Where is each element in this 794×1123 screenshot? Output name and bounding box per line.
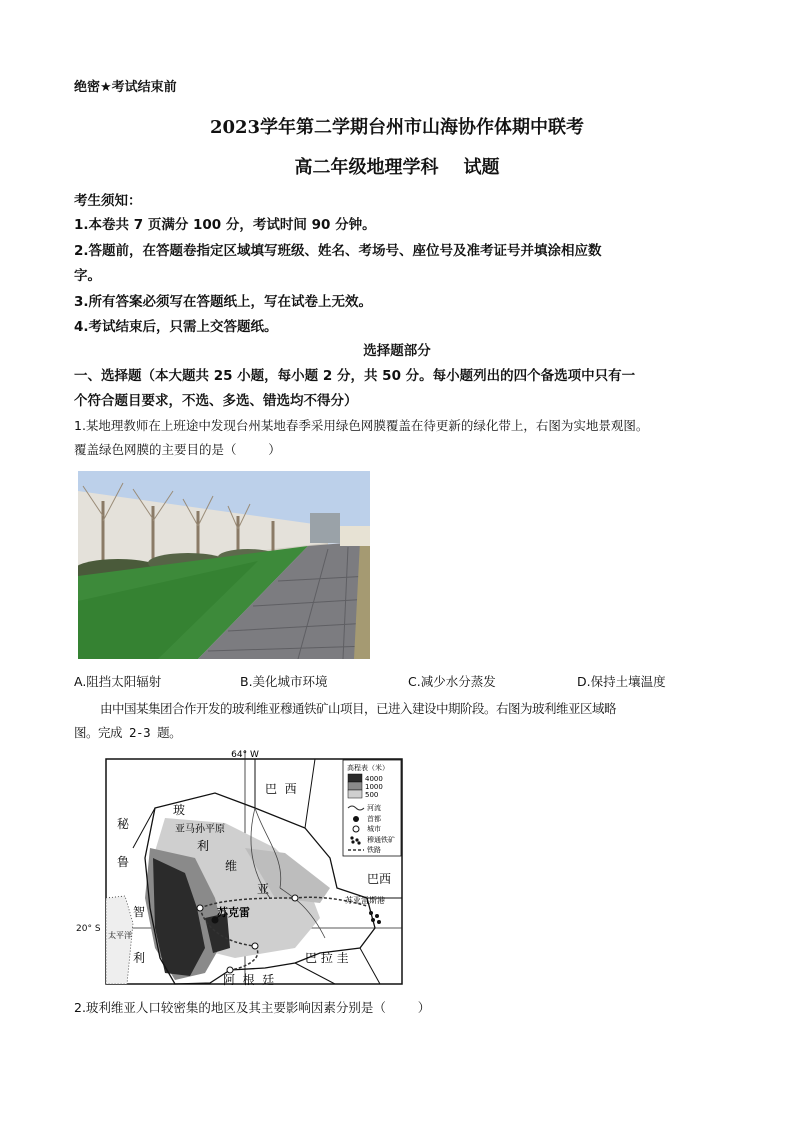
label-chile-1: 智 — [133, 905, 146, 919]
legend-level-1000: 1000 — [365, 783, 383, 791]
label-brazil-2: 巴西 — [367, 872, 392, 886]
confidential-label: 绝密★考试结束前 — [74, 80, 177, 95]
exam-subtitle: 高二年级地理学科 试题 — [294, 157, 500, 178]
notice-heading: 考生须知： — [74, 193, 142, 209]
question-2-stem: 2.玻利维亚人口较密集的地区及其主要影响因素分别是（ ） — [74, 1000, 431, 1015]
option-b: B.美化城市环境 — [240, 674, 328, 689]
label-pacific: 太平洋 — [108, 931, 132, 940]
question-2-3-intro-cont: 图。完成 2-3 题。 — [74, 725, 182, 740]
label-brazil: 巴 西 — [265, 782, 297, 796]
bolivia-map — [105, 748, 405, 986]
notice-rule-3: 3.所有答案必须写在答题纸上，写在试卷上无效。 — [74, 294, 373, 310]
legend-title: 高程表（米） — [347, 764, 389, 772]
label-sucre: 苏克雷 — [217, 906, 250, 919]
option-c: C.减少水分蒸发 — [408, 674, 496, 689]
legend-level-500: 500 — [365, 791, 379, 799]
legend-city: 城市 — [367, 825, 381, 833]
notice-rule-2-cont: 字。 — [74, 268, 101, 284]
part-heading-line1: 一、选择题（本大题共 25 小题，每小题 2 分，共 50 分。每小题列出的四个备选项中只有一 — [74, 368, 636, 384]
city-icon — [353, 826, 359, 832]
label-chile-2: 利 — [133, 951, 146, 965]
map-lat-text: 20° S — [76, 924, 101, 934]
option-a: A.阻挡太阳辐射 — [74, 674, 162, 689]
section-title: 选择题部分 — [363, 343, 431, 359]
capital-icon — [353, 816, 359, 822]
question-1-stem: 1.某地理教师在上班途中发现台州某地春季采用绿色网膜覆盖在待更新的绿化带上，右图为实地景观图。 — [74, 418, 649, 433]
notice-rule-1: 1.本卷共 7 页满分 100 分，考试时间 90 分钟。 — [74, 217, 376, 233]
question-2-3-intro: 由中国某集团合作开发的玻利维亚穆通铁矿山项目，已进入建设中期阶段。右图为玻利维亚区域略 — [100, 701, 617, 716]
legend-level-4000: 4000 — [365, 775, 383, 783]
legend-river: 河流 — [367, 804, 381, 812]
map-longitude-label: 64° W — [231, 750, 259, 760]
label-peru-2: 鲁 — [117, 855, 130, 869]
label-puerto-suarez: 苏亚雷斯港 — [345, 896, 385, 905]
option-d: D.保持土壤温度 — [577, 674, 666, 689]
label-bolivia-1: 玻 — [173, 803, 186, 817]
label-peru-1: 秘 — [117, 817, 130, 831]
part-heading-line2: 个符合题目要求，不选、多选、错选均不得分） — [74, 393, 358, 409]
label-paraguay: 巴 拉 圭 — [305, 951, 349, 965]
exam-title: 2023学年第二学期台州市山海协作体期中联考 — [209, 117, 585, 138]
legend-mine: 穆通铁矿 — [367, 836, 395, 844]
question-1-stem-cont: 覆盖绿色网膜的主要目的是（ ） — [74, 442, 281, 457]
map-legend — [343, 760, 401, 856]
notice-rule-2: 2.答题前，在答题卷指定区域填写班级、姓名、考场号、座位号及准考证号并填涂相应数 — [74, 243, 602, 259]
label-bolivia-3: 维 — [225, 859, 238, 873]
legend-capital: 首都 — [367, 815, 381, 823]
label-amazon-plain: 亚马孙平原 — [175, 824, 225, 835]
label-bolivia-4: 亚 — [257, 882, 270, 896]
legend-railway: 铁路 — [367, 846, 381, 854]
label-bolivia-2: 利 — [197, 839, 210, 853]
notice-rule-4: 4.考试结束后，只需上交答题纸。 — [74, 319, 278, 335]
label-argentina: 阿 根 廷 — [223, 973, 275, 986]
landscape-photo — [78, 471, 370, 659]
